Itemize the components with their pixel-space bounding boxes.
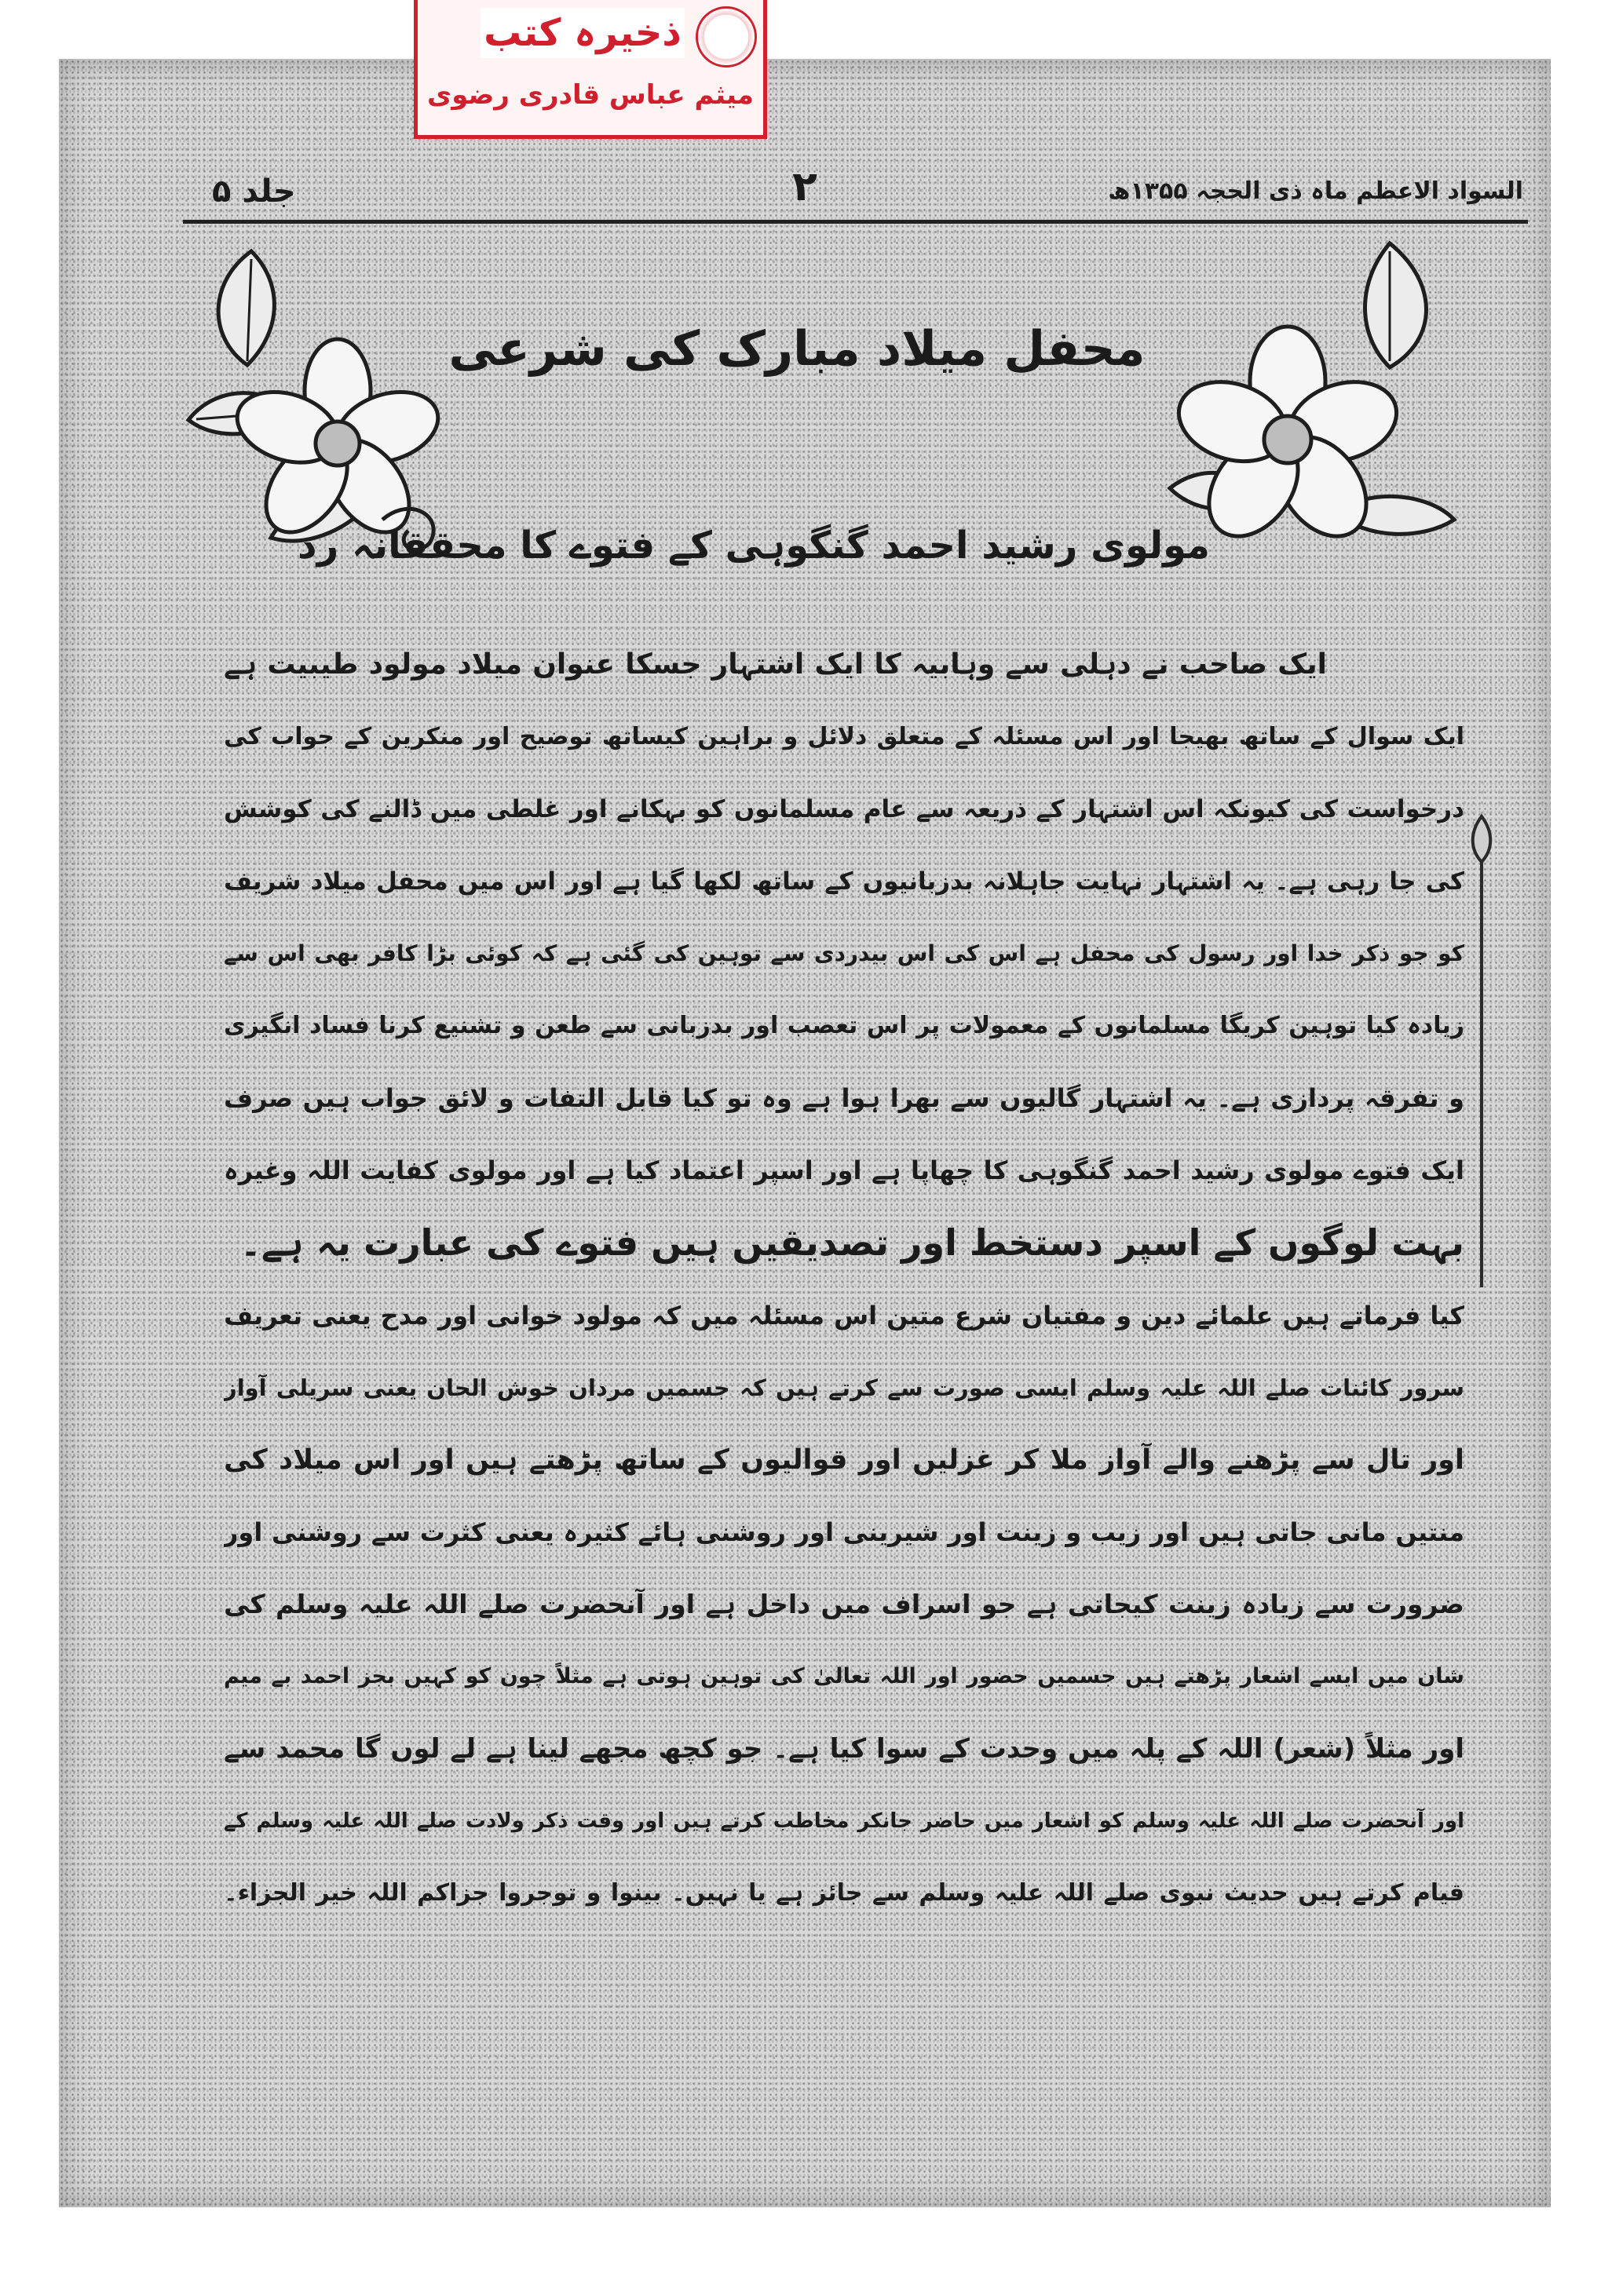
text-line: ایک فتوے مولوی رشید احمد گنگوہی کا چھاپا ہے اور اسپر اعتماد کیا ہے اور مولوی کفایت اللہ وغیرہ	[224, 1155, 1464, 1185]
header-divider	[183, 220, 1528, 224]
leaf-shape	[218, 251, 274, 365]
paragraph	[224, 629, 1464, 1279]
text-line: منتیں مانی جاتی ہیں اور زیب و زینت اور شیرینی اور روشنی ہائے کثیرہ یعنی کثرت سے روشنی اور	[224, 1517, 1464, 1547]
flower-center	[1264, 416, 1311, 463]
text-line: درخواست کی کیونکہ اس اشتہار کے ذریعہ سے عام مسلمانوں کو بہکانے اور غلطی میں ڈالنے کی کوشش	[224, 795, 1464, 823]
stamp-owner: میثم عباس قادری رضوی	[427, 79, 754, 111]
stamp-title: ذخیرہ کتب	[481, 8, 685, 58]
volume-label: جلد ۵	[212, 173, 296, 210]
flower-center	[316, 422, 360, 465]
text-line: شان میں ایسے اشعار پڑھتے ہیں جسمیں حضور اور اللہ تعالیٰ کی توہین ہوتی ہے مثلاً چون کو کہیں بجز احمد بے میم	[224, 1664, 1464, 1688]
text-line: ایک سوال کے ساتھ بھیجا اور اس مسئلہ کے متعلق دلائل و براہین کیساتھ توضیح اور منکرین کے جواب کی	[224, 723, 1464, 750]
paragraph	[224, 1279, 1464, 1929]
text-line: اور مثلاً (شعر) اللہ کے پلہ میں وحدت کے سوا کیا ہے۔ جو کچھ مجھے لینا ہے لے لوں گا محمد سے	[224, 1733, 1464, 1765]
text-line: کو جو ذکر خدا اور رسول کی محفل ہے اس کی اس بیدردی سے توہین کی گئی ہے کہ کوئی بڑا کافر بھی اس سے	[224, 940, 1464, 966]
text-line: زیادہ کیا توہین کریگا مسلمانوں کے معمولات پر اس تعصب اور بدزبانی سے طعن و تشنیع کرنا فساد انگیزی	[224, 1012, 1464, 1039]
leaf-shape	[1473, 816, 1491, 862]
text-line: اور تال سے پڑھنے والے آواز ملا کر غزلیں اور قوالیوں کے ساتھ پڑھتے ہیں اور اس میلاد کی	[224, 1444, 1464, 1476]
text-line: ایک صاحب نے دہلی سے وہابیہ کا ایک اشتہار جسکا عنوان میلاد مولود طیبیت ہے	[224, 648, 1327, 681]
text-line: بہت لوگوں کے اسپر دستخط اور تصدیقیں ہیں فتوے کی عبارت یہ ہے۔	[239, 1221, 1464, 1264]
text-line: ضرورت سے زیادہ زینت کیجاتی ہے جو اسراف میں داخل ہے اور آنحضرت صلے اللہ علیہ وسلم کی	[224, 1589, 1464, 1619]
library-stamp	[414, 0, 767, 139]
margin-leaf-line-icon	[1462, 816, 1501, 1303]
text-line: قیام کرتے ہیں حدیث نبوی صلے اللہ علیہ وسلم سے جائز ہے یا نہیں۔ بینوا و توجروا جزاکم اللہ خیر الجزاء۔	[224, 1879, 1464, 1907]
article-subtitle: مولوی رشید احمد گنگوہی کے فتوے کا محققانہ رد	[298, 524, 1210, 568]
page-number: ۲	[792, 165, 817, 209]
text-line: سرور کائنات صلے اللہ علیہ وسلم ایسی صورت سے کرتے ہیں کہ جسمیں مردان خوش الحان یعنی سریلی آواز	[224, 1374, 1464, 1401]
round-seal-icon	[696, 6, 757, 68]
article-title: محفل میلاد مبارک کی شرعی	[448, 321, 1146, 377]
text-line: کی جا رہی ہے۔ یہ اشتہار نہایت جاہلانہ بدزبانیوں کے ساتھ لکھا گیا ہے اور اس میں محفل میلاد شریف	[224, 867, 1464, 896]
text-line: کیا فرماتے ہیں علمائے دین و مفتیان شرع متین اس مسئلہ میں کہ مولود خوانی اور مدح یعنی تعریف	[224, 1301, 1464, 1331]
text-line: اور آنحضرت صلے اللہ علیہ وسلم کو اشعار میں حاضر جانکر مخاطب کرتے ہیں اور وقت ذکر ولادت صلے اللہ علیہ وسلم کے	[224, 1809, 1464, 1833]
text-line: و تفرقہ پردازی ہے۔ یہ اشتہار گالیوں سے بھرا ہوا ہے وہ تو کیا قابل التفات و لائق جواب ہیں صرف	[224, 1083, 1464, 1113]
header-magazine-date: السواد الاعظم ماہ ذی الحجہ ۱۳۵۵ھ	[1108, 177, 1523, 205]
leaf-shape	[1365, 243, 1427, 367]
